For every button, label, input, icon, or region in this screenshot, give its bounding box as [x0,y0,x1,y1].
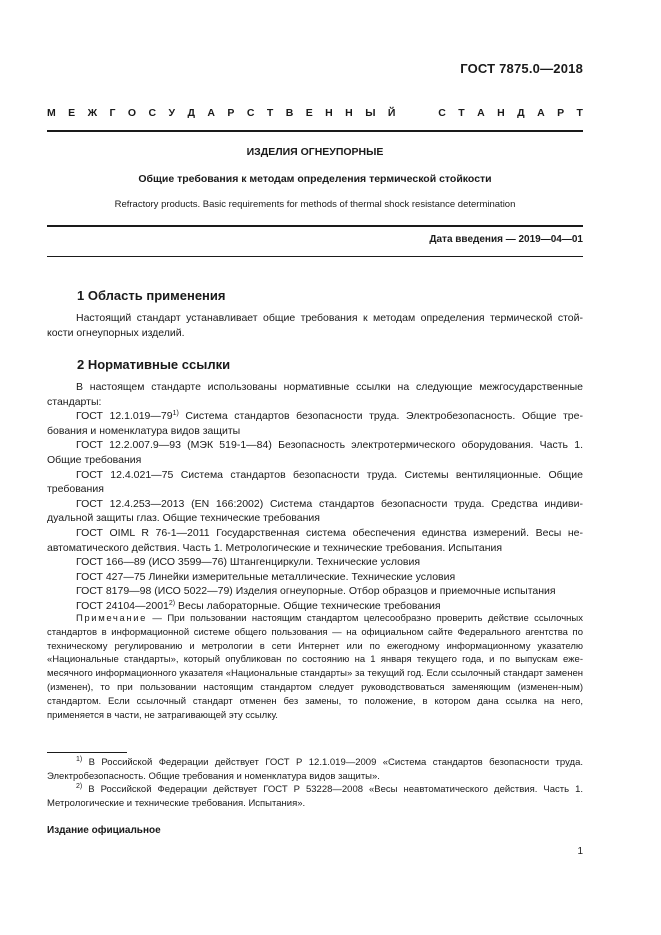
banner-letter: Е [68,107,76,119]
official-edition-label: Издание официальное [47,825,161,836]
paragraph: В настоящем стандарте использованы нормативные ссылки на следующие межгосударственные стандарты: [47,381,583,408]
banner-letter: С [438,107,446,119]
note-paragraph [47,612,583,722]
banner-gap [408,107,426,119]
reference-item: ГОСТ 12.2.007.9—93 (МЭК 519-1—84) Безопасность электротермического оборудования. Часть 1. Общие требования [47,439,583,466]
reference-item: ГОСТ 12.4.021—75 Система стандартов безопасности труда. Системы вентиляционные. Общие требования [47,468,583,496]
banner-letter: М [47,107,56,119]
divider-date [47,256,583,257]
footnote-rule [47,752,127,753]
divider-title [47,225,583,227]
footnote: $^{1)}$ В Российской Федерации действует ГОСТ Р 12.1.019—2009 «Система стандартов безопасности труда. Электробезопасность. Общие требования и номенклатура видов защиты». [47,756,583,782]
reference-item: ГОСТ 166—89 (ИСО 3599—76) Штангенциркули. Технические условия [76,556,421,569]
document-subtitle: Общие требования к методам определения термической стойкости [138,173,492,185]
banner-letter: Р [557,107,565,119]
note-label: Примечание [76,613,147,624]
banner-letter: Р [227,107,235,119]
banner-letter: Д [187,107,195,119]
banner-letter: Г [109,107,116,119]
reference-item: ГОСТ 427—75 Линейки измерительные металлические. Технические условия [76,570,456,583]
references-list [47,380,583,614]
footnote: $^{2)}$ В Российской Федерации действует ГОСТ Р 53228—2008 «Весы неавтоматического действия. Часть 1. Метрологические и технические требования. Испытания». [47,783,583,809]
banner-letter: Д [517,107,525,119]
standard-code: ГОСТ 7875.0—2018 [460,61,583,76]
banner-letter: Е [305,107,313,119]
banner-letter: Н [345,107,353,119]
banner-letter: С [148,107,157,119]
banner-letter: Н [325,107,333,119]
divider-top [47,130,583,132]
reference-item: ГОСТ 12.1.019—79$^{1)}$ Система стандартов безопасности труда. Электробезопасность. Общие тре-бования и номенклатура видов защиты [47,410,583,437]
note-text: — При пользовании настоящим стандартом целесообразно проверить действие ссылочных стандартов в информационной системе общего пользования — на официальном сайте Федерального агентства по техническому регулированию и метрологии в сети Интернет или по ежегодному информационному указателю «Национальные стандарты», который опубликован по состоянию на 1 января текущего года, и по выпускам еже-месячного информационного указателя «Национальные стандарты» за текущий год. Если ссылочный стандарт заменен (изменен), то при пользовании настоящим стандартом следует руководствоваться заменяющим (изменен-ным) стандартом. Если ссылочный стандарт отменен без замены, то положение, в котором дана ссылка на него, применяется в части, не затрагивающей эту ссылку. [47,613,583,721]
reference-item: ГОСТ 24104—2001$^{2)}$ Весы лабораторные. Общие технические требования [76,599,441,612]
note-block [47,612,583,722]
banner-letter: Ж [87,107,98,119]
paragraph: Настоящий стандарт устанавливает общие требования к методам определения термической стой-кости огнеупорных изделий. [47,312,583,339]
banner-letter: Т [266,107,274,119]
section-heading-references: 2 Нормативные ссылки [77,357,231,372]
reference-item: ГОСТ 12.4.253—2013 (EN 166:2002) Система стандартов безопасности труда. Средства индиви-дуальной защиты глаз. Общие технические требования [47,497,583,525]
reference-item: ГОСТ OIML R 76-1—2011 Государственная система обеспечения единства измерений. Весы не-автоматического действия. Часть 1. Метрологические и технические требования. Испытания [47,526,583,554]
banner-letter: Н [497,107,505,119]
interstate-standard-banner [47,107,583,119]
banner-letter: У [168,107,176,119]
page-number: 1 [577,846,583,857]
banner-letter: О [127,107,137,119]
banner-letter: Й [387,107,396,119]
introduction-date: Дата введения — 2019—04—01 [429,234,583,245]
section-heading-scope: 1 Область применения [77,288,226,303]
banner-letter: А [207,107,215,119]
banner-letter: А [537,107,545,119]
reference-item: ГОСТ 8179—98 (ИСО 5022—79) Изделия огнеупорные. Отбор образцов и приемочные испытания [76,585,556,598]
banner-letter: Т [458,107,465,119]
banner-letter: В [285,107,294,119]
document-title: ИЗДЕЛИЯ ОГНЕУПОРНЫЕ [246,146,384,158]
section-scope-body [47,311,583,340]
banner-letter: Т [576,107,583,119]
banner-letter: С [246,107,255,119]
banner-letter: Ы [365,107,376,119]
english-title: Refractory products. Basic requirements for methods of thermal shock resistance determination [114,199,516,210]
footnotes [47,756,583,810]
banner-letter: А [477,107,485,119]
